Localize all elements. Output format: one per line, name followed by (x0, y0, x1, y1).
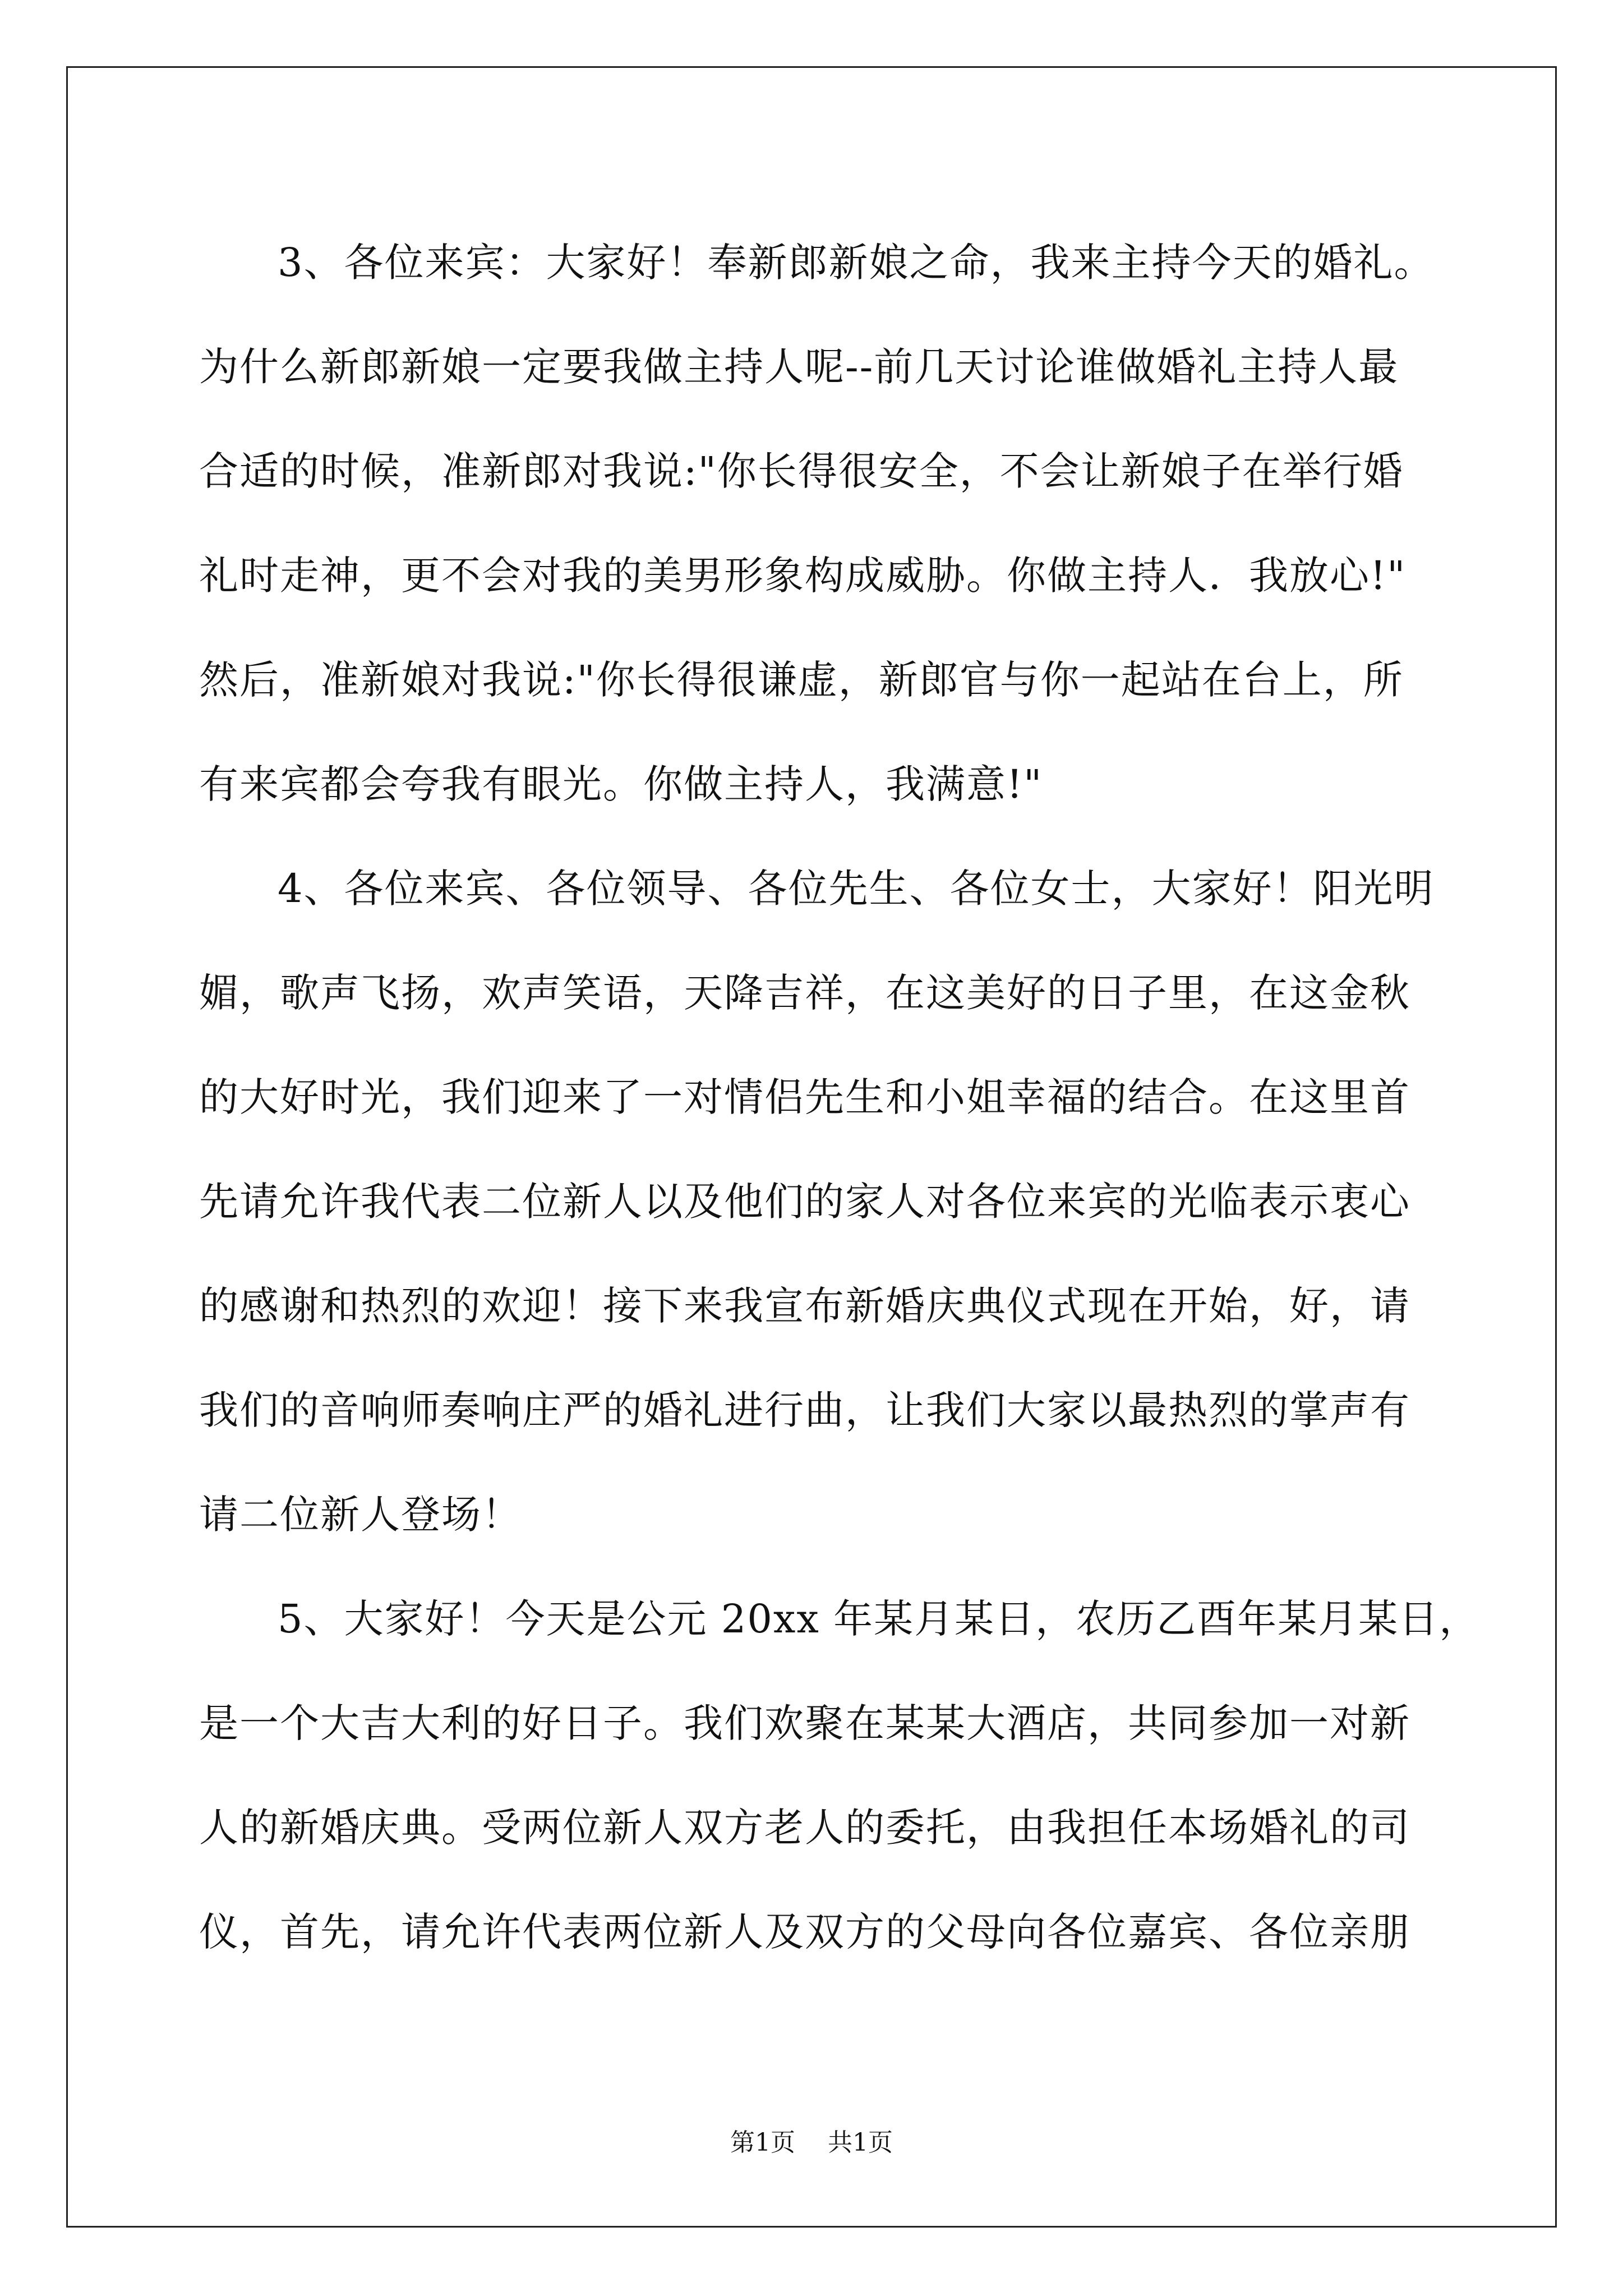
text-line: 4、各位来宾、各位领导、各位先生、各位女士，大家好！阳光明 (278, 866, 1435, 912)
text-line: 合适的时候，准新郎对我说:"你长得很安全，不会让新娘子在举行婚 (199, 448, 1404, 494)
text-line: 然后，准新娘对我说:"你长得很谦虚，新郎官与你一起站在台上，所 (199, 657, 1404, 703)
text-line: 3、各位来宾：大家好！奉新郎新娘之命，我来主持今天的婚礼。 (278, 240, 1435, 286)
text-line: 人的新婚庆典。受两位新人双方老人的委托，由我担任本场婚礼的司 (199, 1805, 1410, 1851)
text-line: 是一个大吉大利的好日子。我们欢聚在某某大酒店，共同参加一对新 (199, 1700, 1410, 1746)
text-line: 5、大家好！今天是公元 20xx 年某月某日，农历乙酉年某月某日， (278, 1596, 1480, 1642)
text-line: 我们的音响师奏响庄严的婚礼进行曲，让我们大家以最热烈的掌声有 (199, 1387, 1410, 1433)
text-line: 礼时走神，更不会对我的美男形象构成威胁。你做主持人．我放心!" (199, 553, 1407, 599)
text-line: 仪，首先，请允许代表两位新人及双方的父母向各位嘉宾、各位亲朋 (199, 1909, 1410, 1955)
text-line: 先请允许我代表二位新人以及他们的家人对各位来宾的光临表示衷心 (199, 1179, 1410, 1225)
text-line: 为什么新郎新娘一定要我做主持人呢--前几天讨论谁做婚礼主持人最 (199, 344, 1399, 390)
page-number: 第1页 (730, 2128, 795, 2157)
document-body (199, 210, 1480, 1984)
text-line: 的感谢和热烈的欢迎！接下来我宣布新婚庆典仪式现在开始，好，请 (199, 1283, 1410, 1329)
text-line: 请二位新人登场！ (199, 1492, 522, 1538)
page-total: 共1页 (828, 2128, 893, 2157)
text-line: 媚，歌声飞扬，欢声笑语，天降吉祥，在这美好的日子里，在这金秋 (199, 970, 1410, 1016)
page-footer (0, 2126, 1623, 2160)
text-line: 有来宾都会夸我有眼光。你做主持人，我满意!" (199, 761, 1043, 807)
text-line: 的大好时光，我们迎来了一对情侣先生和小姐幸福的结合。在这里首 (199, 1074, 1410, 1120)
